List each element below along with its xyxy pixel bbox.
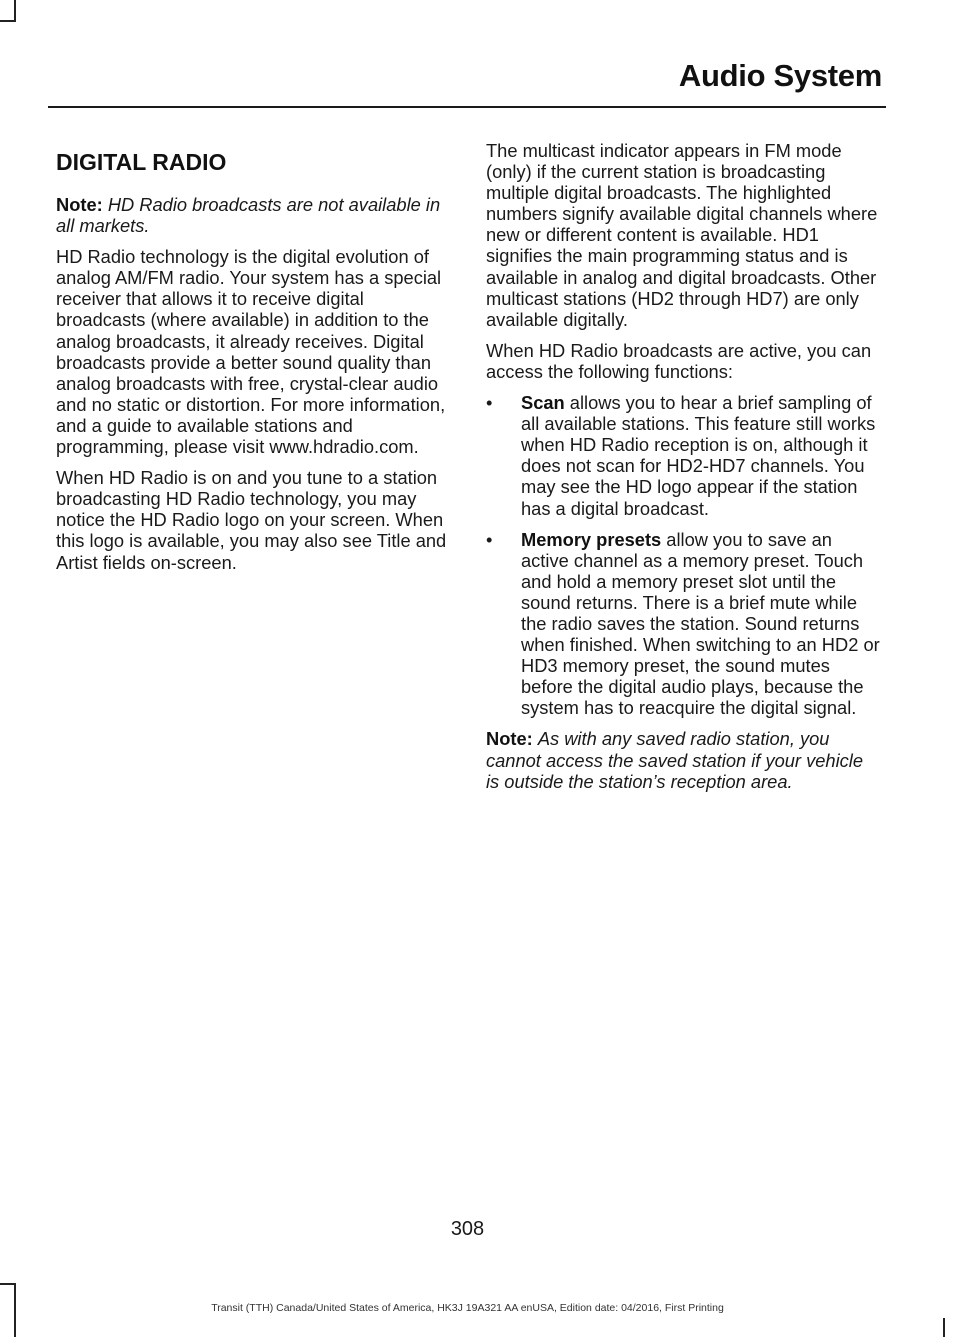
body-paragraph-hd-radio-logo: When HD Radio is on and you tune to a station broadcasting HD Radio technology, you may notice the HD Radio logo on your screen. When this logo is available, you may also see Title and Artist fields on-screen. [56, 467, 447, 573]
bullet-text: allow you to save an active channel as a memory preset. Touch and hold a memory preset slot until the sound returns. There is a brief mute while the radio saves the station. Sound returns when finished. When switching to an HD2 or HD3 memory preset, the sound mutes before the digital audio plays, because the system has to reacquire the digital signal. [521, 528, 880, 719]
crop-mark-top-left-vertical [14, 0, 16, 22]
note-paragraph [486, 728, 881, 791]
note-paragraph [56, 194, 449, 236]
note-text: As with any saved radio station, you cannot access the saved station if your vehicle is outside the station’s reception area. [486, 728, 864, 792]
list-item-memory-presets [486, 529, 881, 719]
edition-footer: Transit (TTH) Canada/United States of America, HK3J 19A321 AA enUSA, Edition date: 04/2016, First Printing [211, 1302, 724, 1314]
list-item-scan [486, 392, 881, 519]
page-number: 308 [450, 1218, 485, 1240]
bullet-term: Scan [521, 392, 565, 414]
right-column [486, 140, 881, 802]
note-label: Note: [486, 728, 533, 750]
body-paragraph-functions-intro: When HD Radio broadcasts are active, you can access the following functions: [486, 339, 872, 382]
body-paragraph-hd-radio-intro: HD Radio technology is the digital evolution of analog AM/FM radio. Your system has a special receiver that allows it to receive digital broadcasts (where available) in addition to the analog broadcasts, it already receives. Digital broadcasts provide a better sound quality than analog broadcasts with free, crystal-clear audio and no static or distortion. For more information, and a guide to available stations and programming, please visit www.hdradio.com. [56, 246, 446, 458]
crop-mark-top-left-horizontal [0, 20, 16, 22]
section-heading: DIGITAL RADIO [56, 149, 227, 175]
note-label: Note: [56, 194, 103, 215]
bullet-term: Memory presets [521, 528, 662, 550]
bullet-icon: • [486, 528, 493, 550]
body-paragraph-multicast: The multicast indicator appears in FM mode (only) if the current station is broadcasting multiple digital broadcasts. The highlighted numbers signify available digital channels where new or different content is available. HD1 signifies the main programming status and is available in analog and digital broadcasts. Other multicast stations (HD2 through HD7) are only available digitally. [486, 140, 878, 330]
bullet-text: allows you to hear a brief sampling of all available stations. This feature still works when HD Radio reception is on, although it does not scan for HD2-HD7 channels. You may see the HD logo appear if the station has a digital broadcast. [521, 392, 876, 519]
note-text: HD Radio broadcasts are not available in all markets. [56, 194, 441, 237]
functions-bullet-list [486, 392, 881, 718]
crop-mark-bottom-left-horizontal [0, 1283, 16, 1285]
bullet-icon: • [486, 392, 493, 414]
header-divider [48, 106, 886, 108]
left-column [56, 140, 449, 583]
page-header-title: Audio System [678, 58, 882, 93]
crop-mark-bottom-right-vertical [943, 1318, 945, 1337]
